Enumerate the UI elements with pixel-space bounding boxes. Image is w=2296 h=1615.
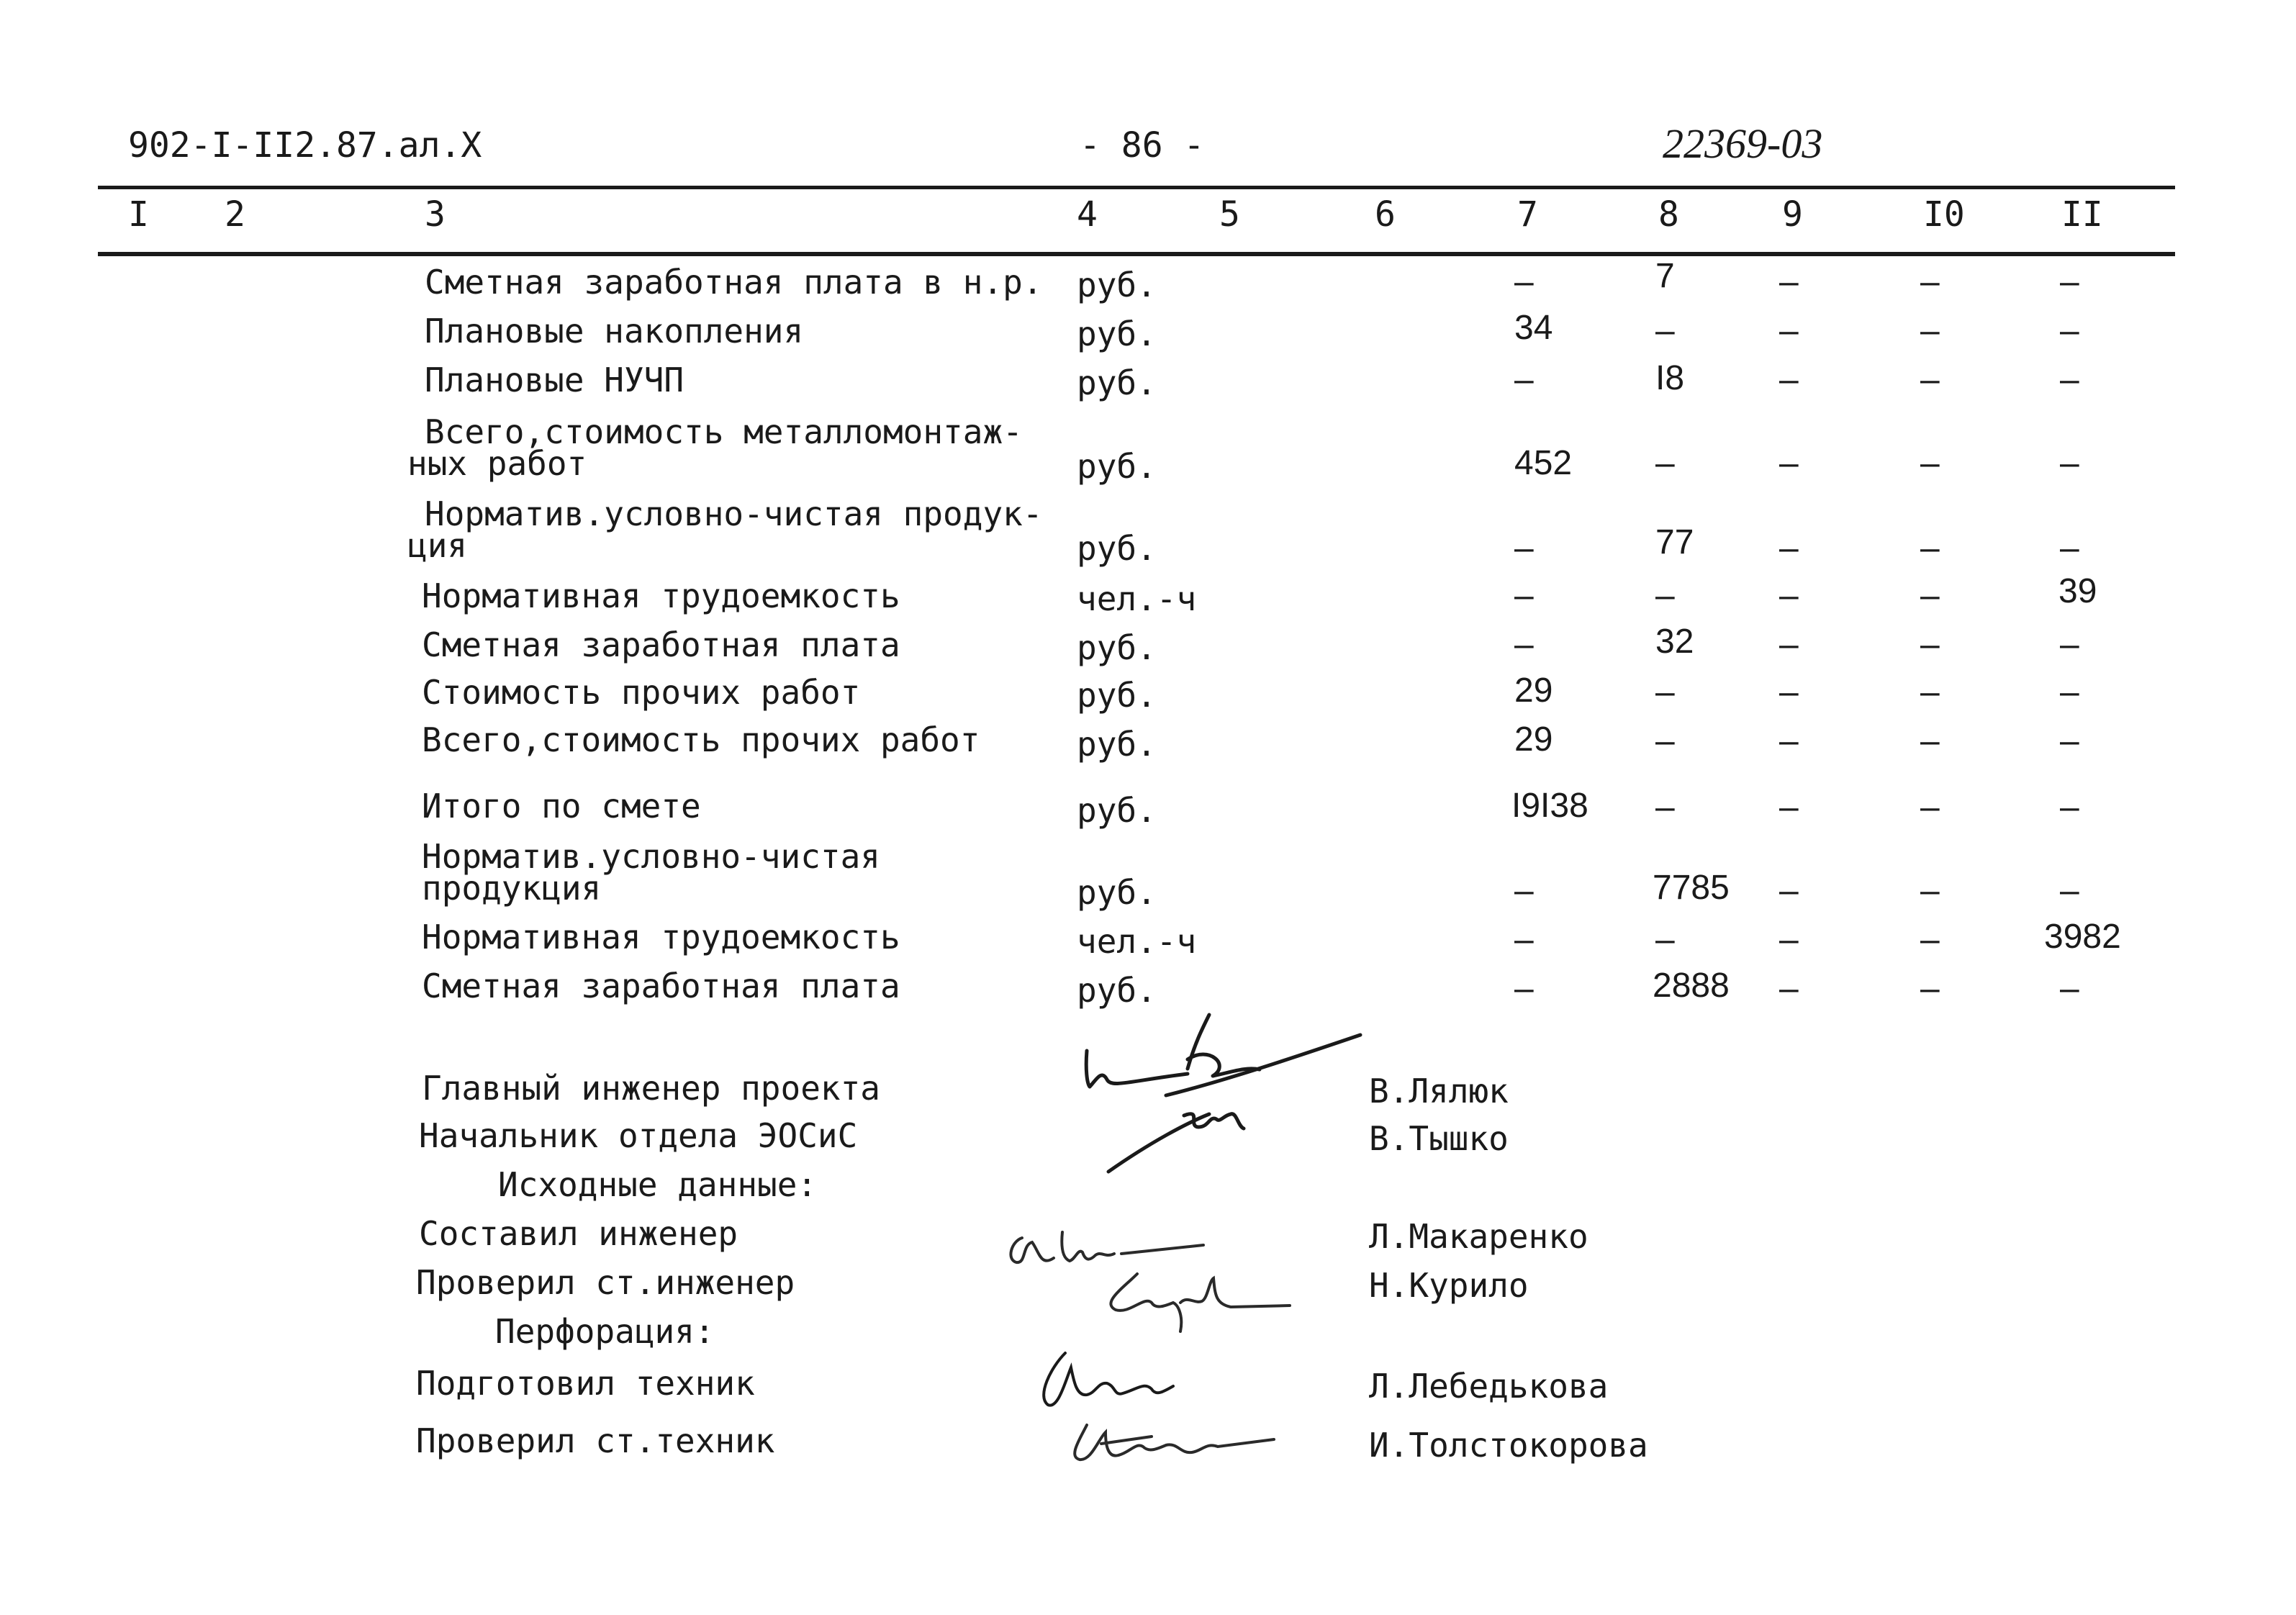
page-number: - 86 - xyxy=(1080,125,1205,166)
row-col8: 7785 xyxy=(1653,869,1730,907)
row-col10: – xyxy=(1920,361,1940,399)
column-header-2: 2 xyxy=(225,194,245,235)
row-name-continued: продукция xyxy=(422,869,602,908)
signature-person: В.Тышко xyxy=(1369,1119,1509,1158)
column-header-3: 3 xyxy=(425,194,446,235)
row-col7: 34 xyxy=(1514,309,1553,347)
row-col9: – xyxy=(1779,872,1799,910)
row-col10: – xyxy=(1920,872,1940,910)
row-col8: – xyxy=(1655,673,1675,711)
handwritten-signature-icon xyxy=(1065,1000,1368,1188)
row-unit: руб. xyxy=(1077,628,1157,667)
column-header-9: 9 xyxy=(1782,194,1803,235)
document-number: 22369-03 xyxy=(1663,120,1823,167)
column-header-4: 4 xyxy=(1077,194,1098,235)
row-col9: – xyxy=(1779,576,1799,615)
row-col8: – xyxy=(1655,788,1675,826)
row-col11: – xyxy=(2060,673,2079,711)
row-col9: – xyxy=(1779,529,1799,567)
row-col7: – xyxy=(1514,969,1534,1008)
signature-role: Проверил ст.инженер xyxy=(416,1263,795,1302)
row-col11: – xyxy=(2060,529,2079,567)
column-header-11: II xyxy=(2061,194,2103,235)
section-heading: Перфорация: xyxy=(495,1312,715,1351)
row-col8: I8 xyxy=(1655,359,1685,397)
signature-role: Составил инженер xyxy=(419,1214,738,1253)
row-col11: – xyxy=(2060,969,2079,1008)
row-col8: 32 xyxy=(1655,623,1694,661)
row-col11: – xyxy=(2060,872,2079,910)
row-col11: – xyxy=(2060,312,2079,350)
row-col7: I9I38 xyxy=(1511,787,1588,825)
row-col7: 29 xyxy=(1514,671,1553,710)
row-name: Итого по смете xyxy=(422,787,701,825)
signature-person: В.Лялюк xyxy=(1369,1072,1509,1110)
section-heading: Исходные данные: xyxy=(498,1165,818,1204)
header-top-rule xyxy=(98,186,2175,189)
row-col8: 7 xyxy=(1655,257,1675,295)
row-col10: – xyxy=(1920,969,1940,1008)
row-unit: чел.-ч xyxy=(1077,922,1197,961)
row-unit: руб. xyxy=(1077,447,1157,486)
row-col7: – xyxy=(1514,920,1534,959)
document-code: 902-I-II2.87.ал.X xyxy=(128,125,482,166)
row-col7: 452 xyxy=(1514,444,1573,482)
signature-role: Проверил ст.техник xyxy=(416,1421,775,1460)
row-name: Сметная заработная плата xyxy=(422,625,900,664)
signature-person: И.Толстокорова xyxy=(1369,1426,1648,1465)
row-col9: – xyxy=(1779,920,1799,959)
handwritten-signature-icon xyxy=(1029,1339,1216,1418)
row-col8: – xyxy=(1655,312,1675,350)
row-col7: – xyxy=(1514,529,1534,567)
row-unit: руб. xyxy=(1077,266,1157,304)
row-name: Норматив.условно-чистая xyxy=(422,837,880,876)
signature-person: Л.Лебедькова xyxy=(1369,1367,1609,1406)
row-col10: – xyxy=(1920,312,1940,350)
row-col7: – xyxy=(1514,625,1534,664)
row-col8: 77 xyxy=(1655,523,1694,561)
row-col11: – xyxy=(2060,263,2079,301)
row-col9: – xyxy=(1779,788,1799,826)
row-unit: руб. xyxy=(1077,725,1157,764)
row-col10: – xyxy=(1920,920,1940,959)
row-name: Норматив.условно-чистая продук- xyxy=(425,494,1043,533)
row-col10: – xyxy=(1920,263,1940,301)
row-col9: – xyxy=(1779,312,1799,350)
row-unit: руб. xyxy=(1077,971,1157,1010)
column-header-5: 5 xyxy=(1219,194,1240,235)
row-col9: – xyxy=(1779,722,1799,760)
row-unit: руб. xyxy=(1077,676,1157,715)
row-col9: – xyxy=(1779,673,1799,711)
row-col11: – xyxy=(2060,788,2079,826)
row-col8: – xyxy=(1655,920,1675,959)
row-col11: – xyxy=(2060,625,2079,664)
row-col11: 39 xyxy=(2058,572,2097,610)
row-unit: руб. xyxy=(1077,873,1157,912)
row-name: Сметная заработная плата в н.р. xyxy=(425,263,1043,302)
row-col8: – xyxy=(1655,576,1675,615)
row-col8: – xyxy=(1655,722,1675,760)
row-col10: – xyxy=(1920,444,1940,482)
signature-person: Н.Курило xyxy=(1369,1266,1529,1305)
row-col10: – xyxy=(1920,625,1940,664)
signature-role: Главный инженер проекта xyxy=(422,1069,880,1108)
row-col9: – xyxy=(1779,361,1799,399)
handwritten-signature-icon xyxy=(1058,1411,1296,1475)
row-name: Плановые НУЧП xyxy=(425,361,684,399)
column-header-8: 8 xyxy=(1658,194,1679,235)
row-name: Всего,стоимость прочих работ xyxy=(422,720,980,759)
header-bottom-rule xyxy=(98,252,2175,256)
row-name: Нормативная трудоемкость xyxy=(422,576,900,615)
column-header-1: I xyxy=(128,194,149,235)
row-col9: – xyxy=(1779,444,1799,482)
row-col7: – xyxy=(1514,872,1534,910)
row-name: Сметная заработная плата xyxy=(422,967,900,1005)
signature-role: Начальник отдела ЭОСиС xyxy=(419,1116,858,1155)
row-unit: руб. xyxy=(1077,315,1157,353)
row-col9: – xyxy=(1779,263,1799,301)
row-col7: – xyxy=(1514,361,1534,399)
row-unit: руб. xyxy=(1077,791,1157,830)
row-unit: руб. xyxy=(1077,363,1157,402)
row-col11: 3982 xyxy=(2044,918,2121,956)
row-name: Нормативная трудоемкость xyxy=(422,918,900,956)
row-col7: – xyxy=(1514,576,1534,615)
column-header-7: 7 xyxy=(1517,194,1538,235)
column-header-6: 6 xyxy=(1375,194,1396,235)
signature-person: Л.Макаренко xyxy=(1369,1217,1588,1256)
row-unit: руб. xyxy=(1077,529,1157,568)
row-col10: – xyxy=(1920,788,1940,826)
row-col9: – xyxy=(1779,625,1799,664)
signature-role: Подготовил техник xyxy=(416,1364,755,1403)
row-col8: – xyxy=(1655,444,1675,482)
row-col7: 29 xyxy=(1514,720,1553,759)
row-unit: чел.-ч xyxy=(1077,579,1197,618)
row-name: Стоимость прочих работ xyxy=(422,673,861,712)
row-name: Всего,стоимость металломонтаж- xyxy=(425,412,1023,451)
row-col10: – xyxy=(1920,673,1940,711)
row-col10: – xyxy=(1920,722,1940,760)
row-col10: – xyxy=(1920,529,1940,567)
row-col7: – xyxy=(1514,263,1534,301)
handwritten-signature-icon xyxy=(1087,1252,1303,1339)
row-name-continued: ция xyxy=(407,526,468,565)
row-col9: – xyxy=(1779,969,1799,1008)
row-name-continued: ных работ xyxy=(407,444,587,483)
row-col11: – xyxy=(2060,722,2079,760)
row-col11: – xyxy=(2060,444,2079,482)
row-name: Плановые накопления xyxy=(425,312,804,350)
row-col8: 2888 xyxy=(1653,967,1730,1005)
row-col11: – xyxy=(2060,361,2079,399)
column-header-10: I0 xyxy=(1923,194,1965,235)
row-col10: – xyxy=(1920,576,1940,615)
